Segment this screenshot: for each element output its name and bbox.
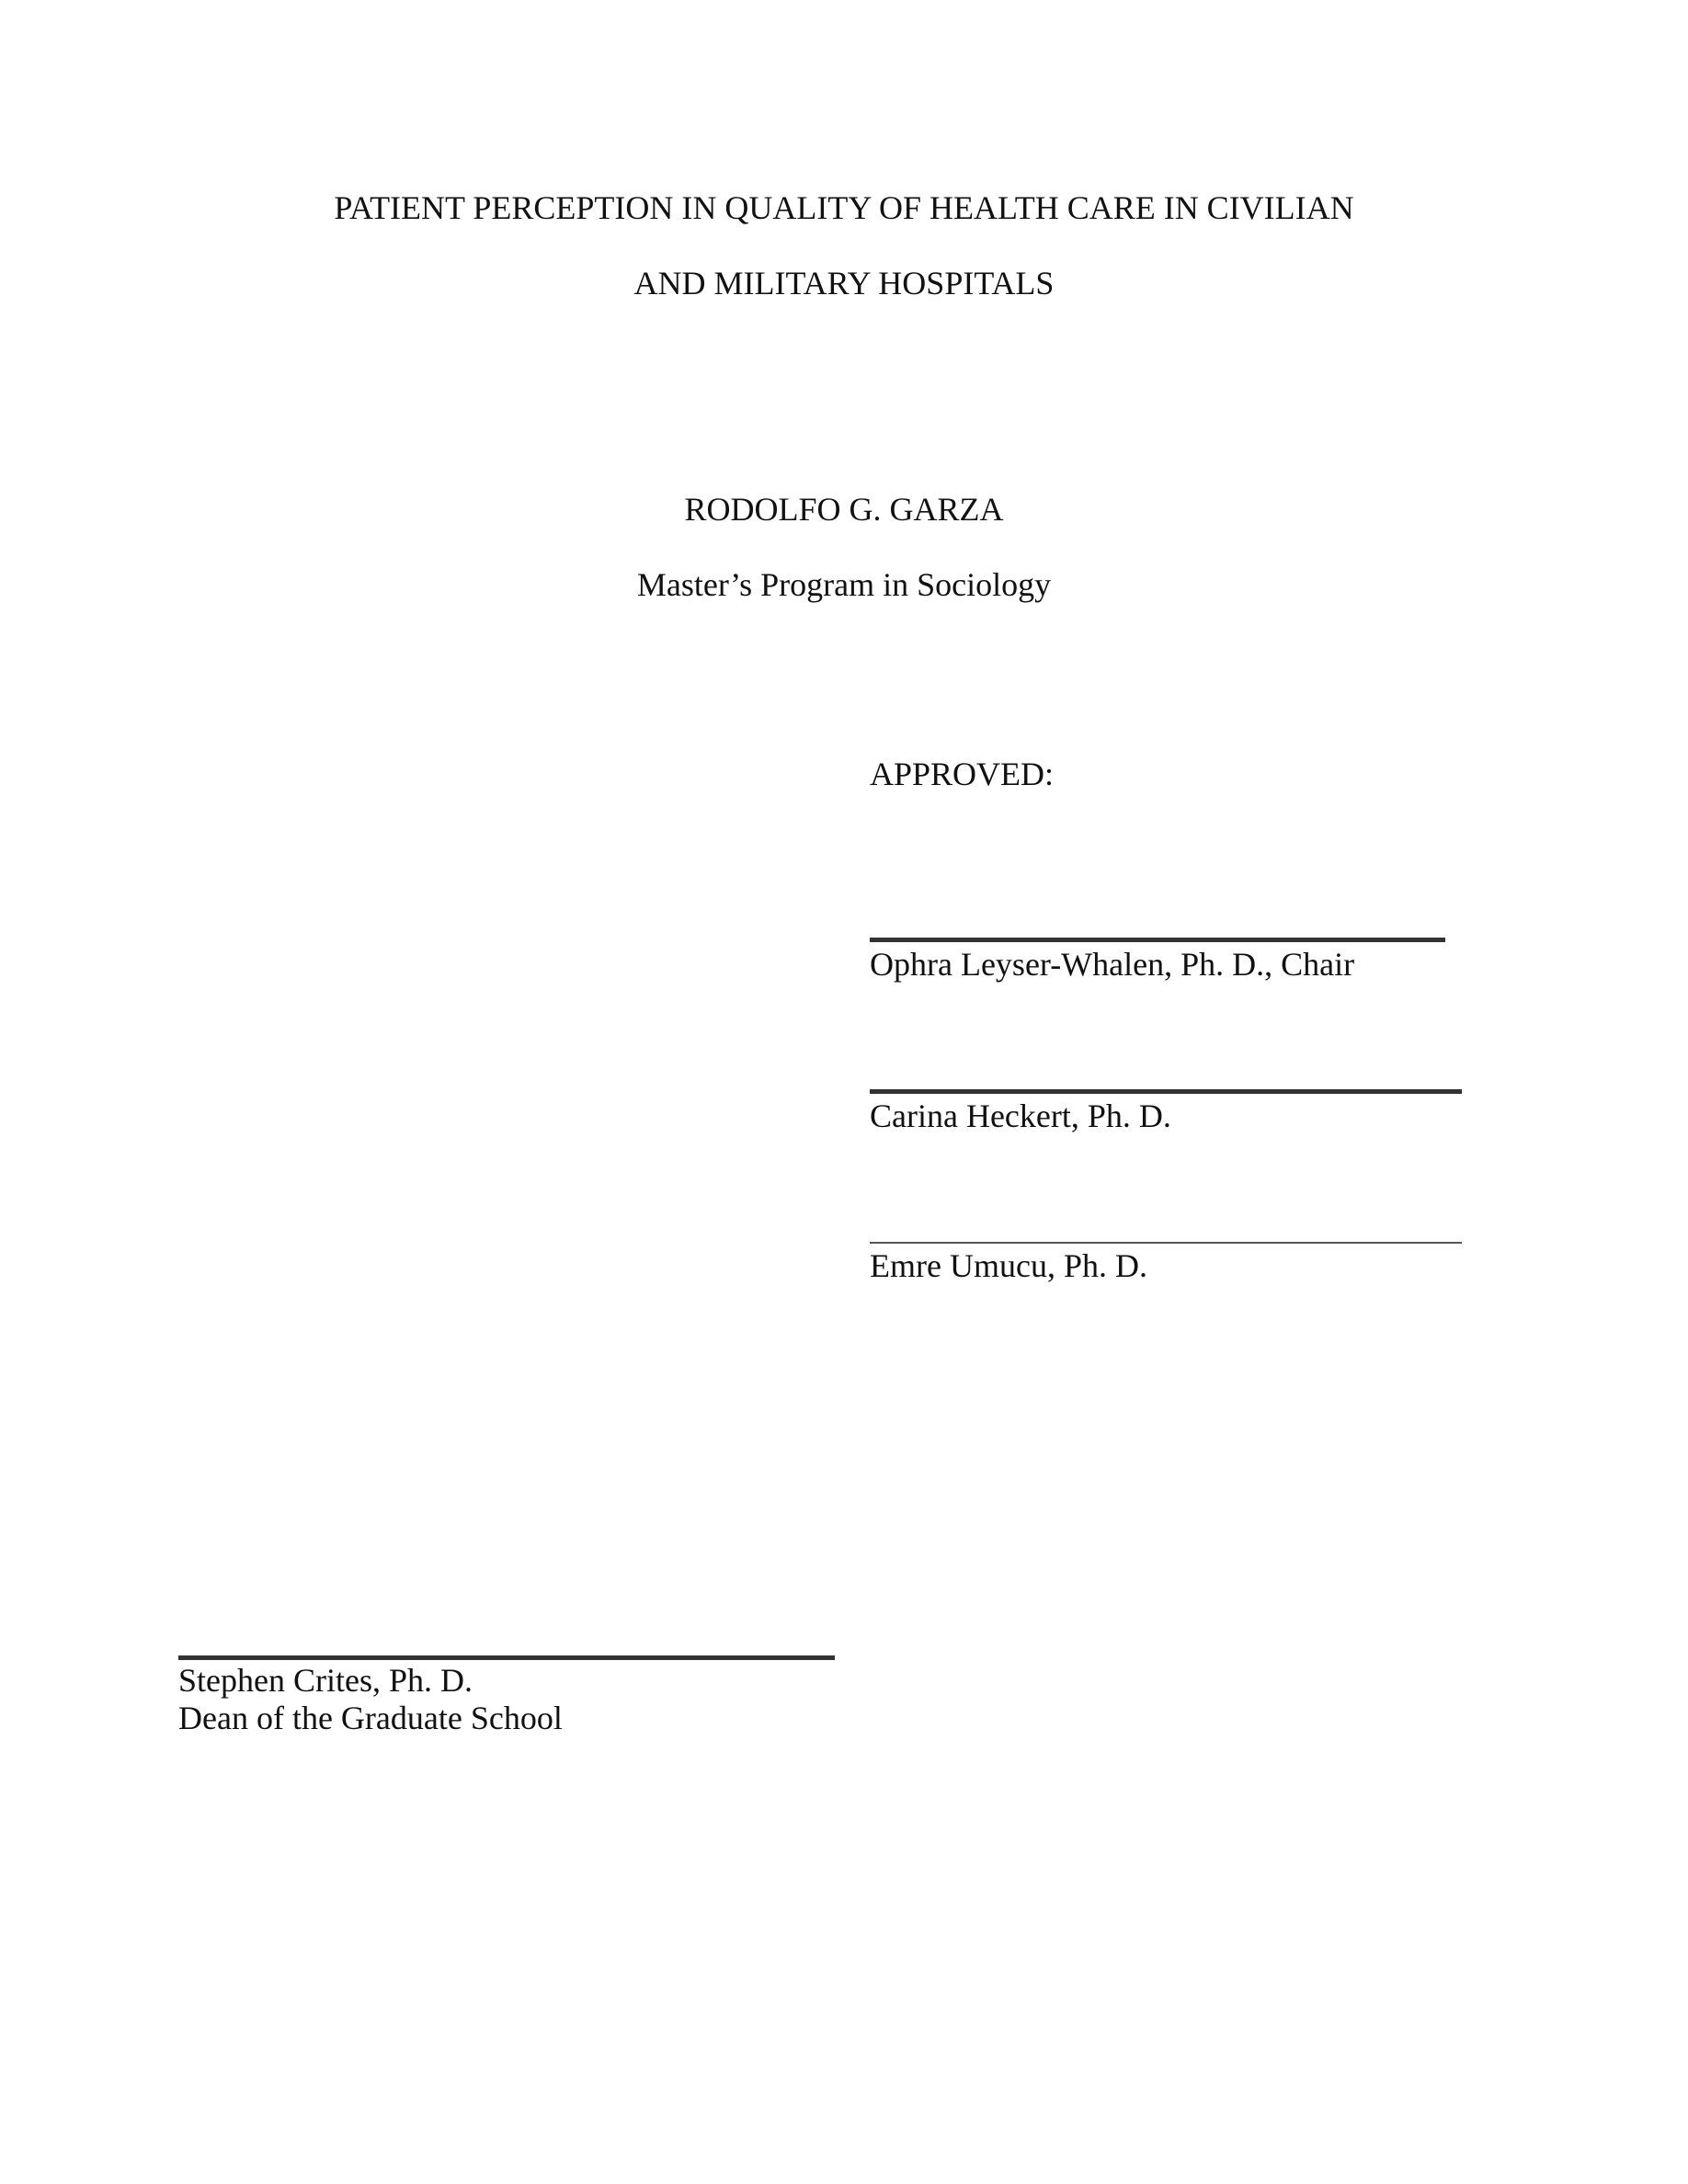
committee-member-name: Ophra Leyser-Whalen, Ph. D., Chair [870,946,1355,983]
thesis-title-line-1: PATIENT PERCEPTION IN QUALITY OF HEALTH CARE IN CIVILIAN [334,189,1354,226]
committee-signature-member-3 [870,1242,1462,1286]
program-name: Master’s Program in Sociology [636,566,1052,603]
committee-member-name: Emre Umucu, Ph. D. [870,1247,1147,1284]
signature-line [870,1242,1462,1244]
dean-title: Dean of the Graduate School [178,1700,563,1736]
signature-line [178,1655,835,1660]
thesis-title-line-2: AND MILITARY HOSPITALS [633,265,1055,301]
approved-label: APPROVED: [870,756,1055,792]
signature-line [870,938,1445,942]
dean-name: Stephen Crites, Ph. D. [178,1662,473,1699]
committee-signature-member-2 [870,1089,1462,1136]
committee-member-name: Carina Heckert, Ph. D. [870,1098,1171,1134]
author-name: RODOLFO G. GARZA [684,491,1004,528]
committee-signature-chair [870,938,1445,984]
signature-line [870,1089,1462,1094]
dean-signature [178,1655,835,1737]
